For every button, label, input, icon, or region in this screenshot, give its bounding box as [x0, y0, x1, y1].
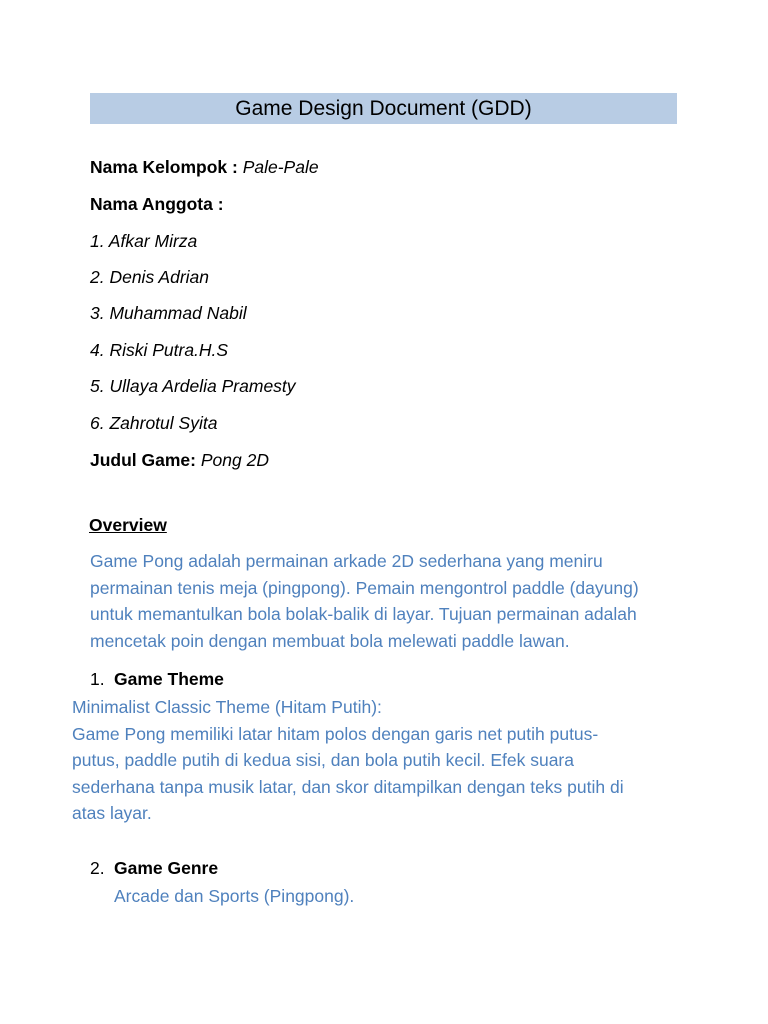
overview-line: permainan tenis meja (pingpong). Pemain mengontrol paddle (dayung): [90, 577, 639, 598]
game-title-line: [90, 450, 269, 471]
group-name-value: Pale-Pale: [242, 157, 319, 177]
member-item: 2. Denis Adrian: [90, 267, 209, 287]
overview-line: untuk memantulkan bola bolak-balik di layar. Tujuan permainan adalah: [90, 604, 637, 624]
section-heading-genre: [90, 858, 218, 879]
document-title: Game Design Document (GDD): [235, 96, 532, 120]
member-item: 3. Muhammad Nabil: [90, 303, 247, 323]
member-item: 1. Afkar Mirza: [90, 231, 198, 251]
overview-line: mencetak poin dengan membuat bola melewati paddle lawan.: [90, 630, 570, 651]
theme-paragraph: [72, 694, 624, 827]
title-banner: [90, 93, 677, 124]
genre-line: Arcade dan Sports (Pingpong).: [114, 886, 355, 906]
section-heading-theme: [90, 669, 224, 690]
theme-line: atas layar.: [72, 803, 152, 823]
overview-paragraph: [90, 548, 639, 654]
group-name-label: Nama Kelompok :: [90, 157, 243, 177]
theme-line: sederhana tanpa musik latar, dan skor ditampilkan dengan teks putih di: [72, 776, 624, 797]
theme-line: putus, paddle putih di kedua sisi, dan bola putih kecil. Efek suara: [72, 750, 574, 770]
theme-line: Game Pong memiliki latar hitam polos dengan garis net putih putus-: [72, 723, 599, 744]
section-number: 2.: [90, 858, 105, 878]
group-name-line: [90, 157, 319, 178]
section-number: 1.: [90, 669, 105, 689]
section-title: Game Theme: [114, 669, 224, 689]
game-title-value: Pong 2D: [200, 450, 269, 470]
section-title: Game Genre: [114, 858, 219, 878]
members-label: Nama Anggota :: [90, 194, 224, 214]
genre-paragraph: [114, 883, 354, 910]
member-item: 5. Ullaya Ardelia Pramesty: [90, 376, 296, 396]
overview-line: Game Pong adalah permainan arkade 2D sederhana yang meniru: [90, 551, 603, 571]
game-title-label: Judul Game:: [90, 450, 201, 470]
overview-heading: Overview: [89, 515, 167, 535]
member-item: 6. Zahrotul Syita: [90, 413, 218, 433]
member-item: 4. Riski Putra.H.S: [90, 340, 229, 360]
theme-line: Minimalist Classic Theme (Hitam Putih):: [72, 697, 382, 717]
